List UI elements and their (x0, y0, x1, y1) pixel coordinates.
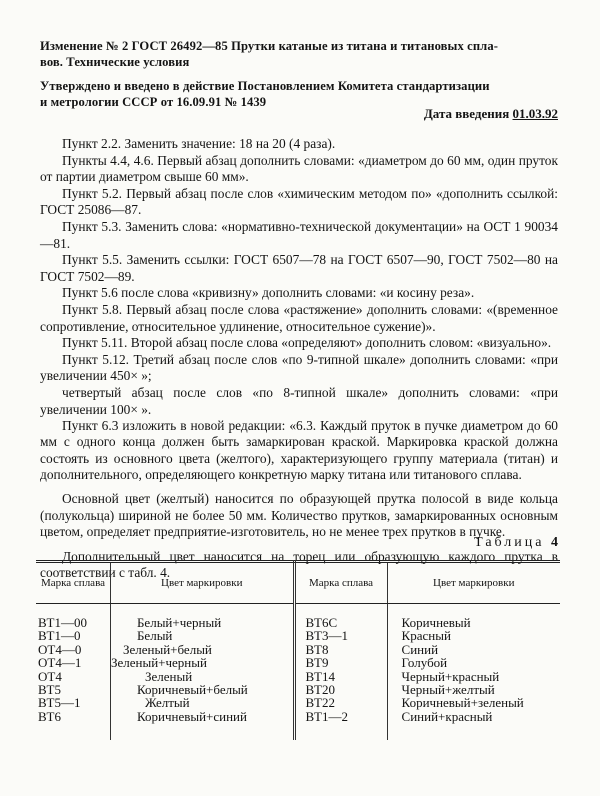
color-cell: Зеленый+белый (110, 643, 294, 656)
paragraph-5-3: Пункт 5.3. Заменить слова: «нормативно-технической документации» на ОСТ 1 90034—81. (40, 218, 558, 251)
color-cell: Синий (401, 641, 439, 657)
paragraph-5-12-cont: четвертый абзац после слов «по 8-типной шкале» дополнить словами: «при увеличении 100× ». (40, 384, 558, 417)
color-cell: Коричневый+зеленый (401, 695, 524, 711)
color-cell: Голубой (401, 655, 448, 671)
color-cell: Черный+желтый (401, 682, 495, 698)
paragraph-5-6: Пункт 5.6 после слова «кривизну» дополнить словами: «и косину реза». (62, 285, 475, 301)
color-cell: Черный+красный (401, 668, 500, 684)
approval-note-line-1: Утверждено и введено в действие Постановлением Комитета стандартизации (40, 79, 490, 93)
color-cell: Зеленый (110, 670, 294, 683)
paragraph-5-8: Пункт 5.8. Первый абзац после слова «растяжение» дополнить словами: «(временное сопротивление, относительное удлинение, относительное сужение)». (40, 301, 558, 334)
approval-note-line-2: и метрологии СССР от 16.09.91 № 1439 (40, 95, 267, 109)
paragraph-2-2: Пункт 2.2. Заменить значение: 18 на 20 (4 раза). (62, 136, 336, 151)
grade-cell: ВТ6 (36, 710, 110, 740)
grade-cell: ОТ4—1 (36, 656, 110, 669)
table-caption-word: Таблица (474, 535, 545, 550)
grade-cell: ВТ1—2 (294, 710, 387, 740)
change-title (40, 38, 562, 70)
paragraph-extra-color: Дополнительный цвет наносится на торец или образующую каждого прутка в соответствии с табл. 4. (40, 548, 558, 581)
color-cell: Зеленый+черный (110, 656, 294, 669)
color-cell: Коричневый+синий (110, 710, 294, 740)
grade-cell: ВТ20 (294, 683, 387, 696)
marking-color-table (36, 560, 560, 740)
color-cell: Желтый (110, 696, 294, 709)
grade-cell: ВТ3—1 (294, 629, 387, 642)
effective-date-value: 01.03.92 (512, 106, 558, 121)
column-header-color-1: Цвет маркировки (110, 562, 294, 604)
color-cell: Белый+черный (110, 604, 294, 630)
effective-date (424, 106, 558, 122)
paragraph-6-3: Пункт 6.3 изложить в новой редакции: «6.3. Каждый пруток в пучке диаметром до 60 мм с одного конца должен быть замаркирован краской. Маркировка краской должна состоять из основного цвета (желтого), характеризующего группу материала (титан) и дополнительного, определяющего конкретную марку титана или титанового сплава. (40, 418, 558, 482)
table-row (36, 710, 560, 740)
paragraph-5-5: Пункт 5.5. Заменить ссылки: ГОСТ 6507—78 на ГОСТ 6507—90, ГОСТ 7502—80 на ГОСТ 7502—89. (40, 252, 558, 284)
change-title-line-2: вов. Технические условия (40, 55, 190, 69)
paragraph-4-4: Пункты 4.4, 4.6. Первый абзац дополнить словами: «диаметром до 60 мм, один пруток от партии диаметром свыше 60 мм». (40, 152, 558, 185)
table-caption-number: 4 (551, 535, 558, 550)
grade-cell: ВТ5 (36, 683, 110, 696)
grade-cell: ВТ6С (294, 604, 387, 630)
table-caption (474, 535, 558, 551)
grade-cell: ВТ1—00 (36, 604, 110, 630)
color-cell: Красный (401, 628, 451, 644)
paragraph-5-12: Пункт 5.12. Третий абзац после слов «по 9-типной шкале» дополнить словами: «при увеличении 450× »; (40, 351, 558, 384)
color-cell: Коричневый (401, 615, 471, 630)
table-row (36, 604, 560, 630)
color-cell: Белый (110, 629, 294, 642)
grade-cell: ВТ14 (294, 670, 387, 683)
paragraph-5-2: Пункт 5.2. Первый абзац после слов «химическим методом по» «дополнить ссылкой: ГОСТ 25086—87. (40, 185, 558, 218)
column-header-color-2: Цвет маркировки (387, 562, 560, 604)
amendment-text (40, 136, 558, 582)
paragraph-5-11: Пункт 5.11. Второй абзац после слова «определяют» дополнить словом: «визуально». (62, 335, 552, 351)
grade-cell: ОТ4 (36, 670, 110, 683)
table-header-row (36, 562, 560, 604)
table-row (36, 643, 560, 656)
grade-cell: ВТ5—1 (36, 696, 110, 709)
table-row (36, 629, 560, 642)
table-row (36, 670, 560, 683)
color-cell: Коричневый+белый (110, 683, 294, 696)
table-row (36, 696, 560, 709)
grade-cell: ВТ8 (294, 643, 387, 656)
change-title-line-1: Изменение № 2 ГОСТ 26492—85 Прутки катаные из титана и титановых спла- (40, 39, 499, 53)
column-header-grade-2: Марка сплава (294, 562, 387, 604)
column-header-grade-1: Марка сплава (36, 562, 110, 604)
grade-cell: ВТ22 (294, 696, 387, 709)
grade-cell: ВТ1—0 (36, 629, 110, 642)
table-row (36, 683, 560, 696)
table-row (36, 656, 560, 669)
grade-cell: ОТ4—0 (36, 643, 110, 656)
paragraph-base-color: Основной цвет (желтый) наносится по образующей прутка полосой в виде кольца (полукольца) шириной не более 50 мм. Количество прутков, замаркированных основным цветом, определяет предприятие-изготовитель, но не менее трех прутков в пучке. (40, 490, 558, 540)
effective-date-label: Дата введения (423, 106, 510, 121)
grade-cell: ВТ9 (294, 656, 387, 669)
color-cell: Синий+красный (401, 708, 493, 724)
